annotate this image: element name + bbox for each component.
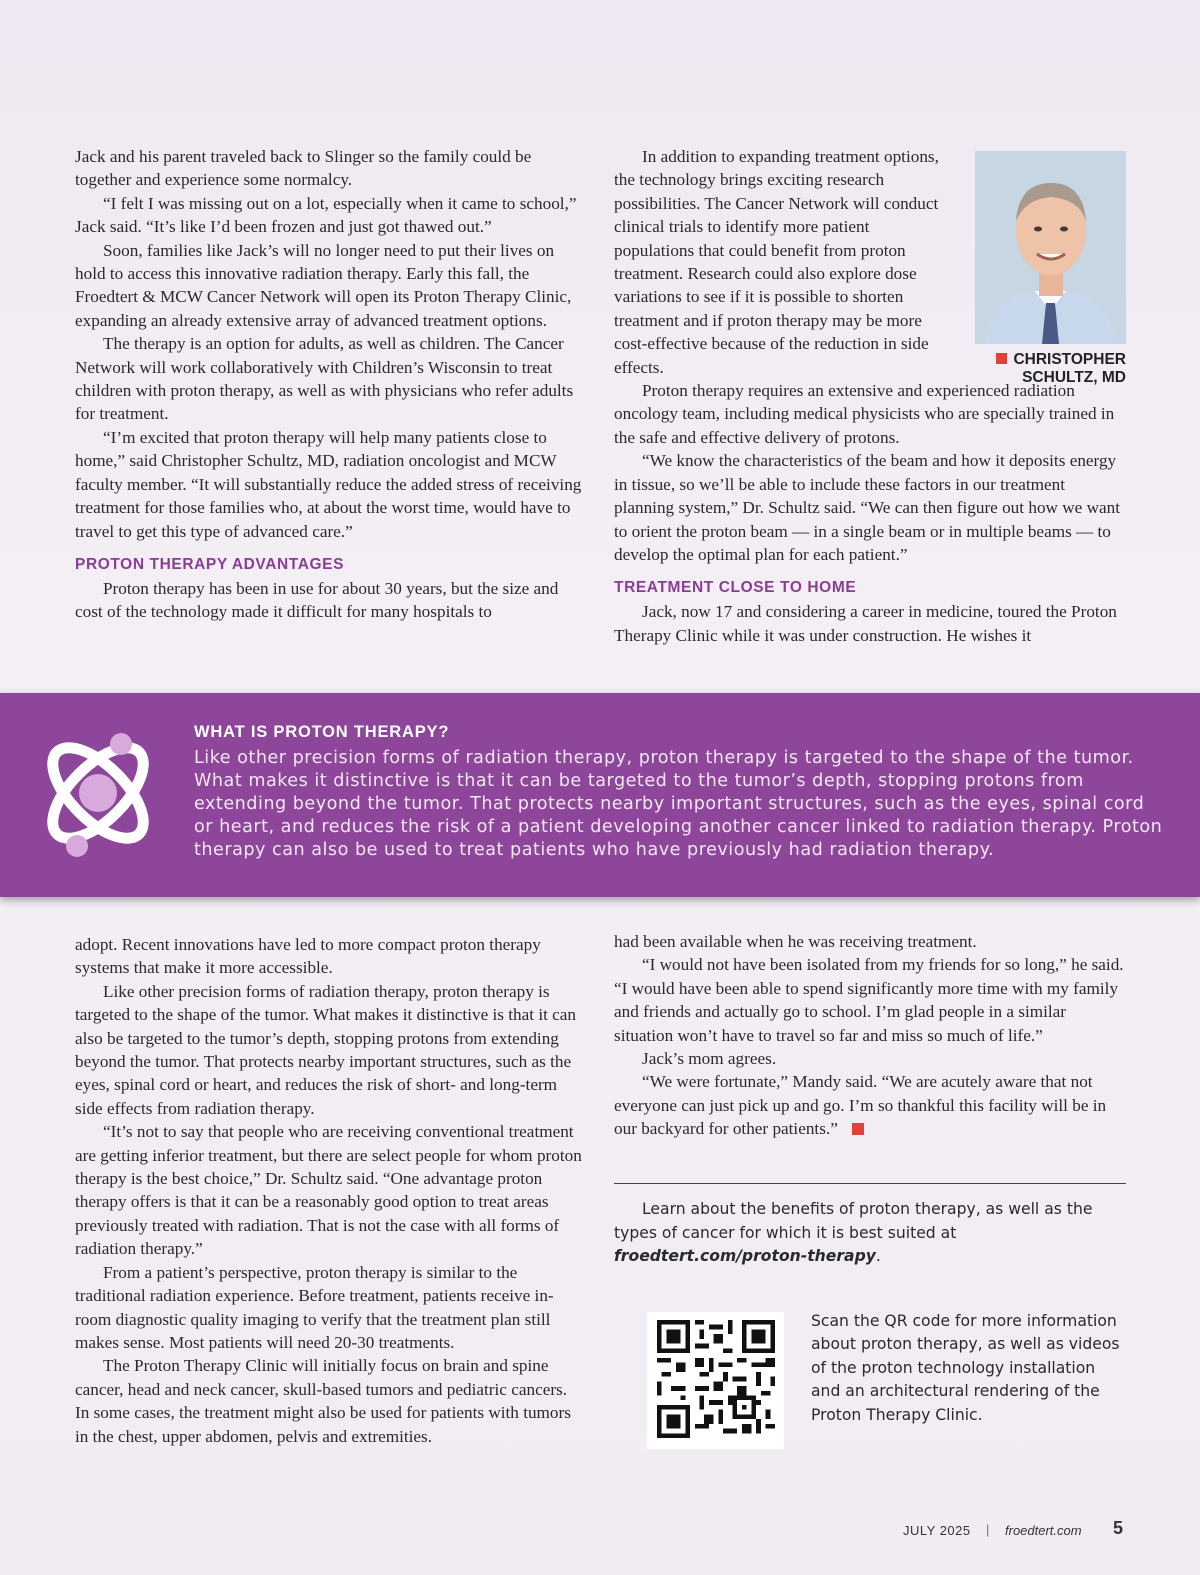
paragraph: Jack and his parent traveled back to Slinger so the family could be together and experience some normalcy. — [75, 147, 532, 190]
portrait-photo — [975, 151, 1126, 344]
learn-more-note — [614, 1198, 1126, 1269]
atom-icon — [30, 728, 166, 858]
portrait-caption — [975, 351, 1126, 387]
callout-body: Like other precision forms of radiation therapy, proton therapy is targeted to the shape of the tumor. What makes it distinctive is that it can be targeted to the tumor’s depth, stopping protons from extending beyond the tumor. That protects nearby important structures, such as the eyes, spinal cord or heart, and reduces the risk of a patient developing another cancer linked to radiation therapy. Proton therapy can also be used to treat patients who have previously had radiation therapy. — [194, 748, 1163, 860]
red-square-bullet — [996, 353, 1007, 364]
paragraph: Proton therapy has been in use for about 30 years, but the size and cost of the technology made it difficult for many hospitals to — [75, 578, 559, 622]
footer-separator: | — [986, 1522, 990, 1537]
qr-description: Scan the QR code for more information about proton therapy, as well as videos of the proton technology installation and an architectural rendering of the Proton Therapy Clinic. — [811, 1312, 1120, 1424]
paragraph: “I’m excited that proton therapy will help many patients close to home,” said Christopher Schultz, MD, radiation oncologist and MCW faculty member. “It will substantially reduce the added stress of receiving treatment for those families who, at about the worst time, would have to travel to get this type of advanced care.” — [75, 427, 582, 541]
paragraph: “We know the characteristics of the beam and how it deposits energy in tissue, so we’ll be able to include these factors in our treatment planning system,” Dr. Schultz said. “We can then figure out how we want to orient the proton beam — in a single beam or in multiple beams — to develop the optimal plan for each patient.” — [614, 451, 1120, 564]
paragraph: Soon, families like Jack’s will no longer need to put their lives on hold to access this innovative radiation therapy. Early this fall, the Froedtert & MCW Cancer Network will open its Proton Therapy Clinic, expanding an already extensive array of advanced treatment options. — [75, 240, 572, 330]
paragraph: Like other precision forms of radiation therapy, proton therapy is targeted to the shape of the tumor. What makes it distinctive is that it can also be targeted to the tumor’s depth, stopping protons from extending beyond the tumor. That protects nearby important structures, such as the eyes, spinal cord or heart, and reduces the risk of short- and long-term side effects from radiation therapy. — [75, 981, 577, 1118]
caption-name-line1: CHRISTOPHER — [1013, 351, 1126, 368]
paragraph: The therapy is an option for adults, as well as children. The Cancer Network will work collaboratively with Children’s Wisconsin to treat children with proton therapy, as well as with physicians who refer adults for treatment. — [75, 334, 574, 424]
qr-code-graphic — [657, 1320, 775, 1438]
paragraph: adopt. Recent innovations have led to more compact proton therapy systems that make it more accessible. — [75, 935, 541, 978]
article-column-bottom-right — [614, 930, 1126, 1141]
learn-more-text: Learn about the benefits of proton therapy, as well as the types of cancer for which it is best suited at — [614, 1200, 1093, 1242]
paragraph: Jack’s mom agrees. — [642, 1049, 777, 1069]
paragraph: In addition to expanding treatment options, the technology brings exciting research possibilities. The Cancer Network will conduct clinical trials to identify more patient populations that could benefit from proton treatment. Research could also explore dose variations to see if it is possible to shorten treatment and if proton therapy may be more cost-effective because of the reduction in side effects. — [614, 147, 939, 377]
section-heading: PROTON THERAPY ADVANTAGES — [75, 555, 345, 573]
article-column-top-left — [75, 145, 583, 624]
paragraph: “I would not have been isolated from my friends for so long,” he said. “I would have been able to spend significantly more time with my family and friends and actually go to school. I’m glad people in a similar situation won’t have to travel so far and miss so much of life.” — [614, 955, 1124, 1045]
learn-more-link[interactable]: froedtert.com/proton-therapy — [614, 1247, 876, 1265]
paragraph: The Proton Therapy Clinic will initially focus on brain and spine cancer, head and neck cancer, skull-based tumors and pediatric cancers. In some cases, the treatment might also be used for patients with tumors in the chest, upper abdomen, pelvis and extremities. — [75, 1356, 571, 1446]
qr-code[interactable] — [647, 1312, 784, 1449]
end-of-story-mark — [852, 1123, 864, 1135]
divider-rule — [614, 1183, 1126, 1184]
callout-banner — [0, 693, 1200, 897]
section-heading: TREATMENT CLOSE TO HOME — [614, 579, 857, 597]
portrait-illustration — [975, 151, 1126, 344]
footer-website[interactable]: froedtert.com — [1005, 1523, 1082, 1538]
paragraph: Proton therapy requires an extensive and experienced radiation oncology team, including medical physicists who are specially trained in the safe and effective delivery of protons. — [614, 381, 1115, 447]
caption-name-line2: SCHULTZ, MD — [1022, 369, 1126, 386]
article-column-bottom-left — [75, 933, 583, 1448]
issue-date: JULY 2025 — [903, 1523, 971, 1538]
paragraph: “I felt I was missing out on a lot, especially when it came to school,” Jack said. “It’s like I’d been frozen and just got thawed out.” — [75, 193, 577, 237]
learn-more-period: . — [875, 1247, 881, 1265]
paragraph-text: “We were fortunate,” Mandy said. “We are acutely aware that not everyone can just pick up and go. I’m so thankful this facility will be in our backyard for other patients.” — [614, 1072, 1107, 1139]
page-footer — [903, 1520, 1125, 1540]
paragraph: From a patient’s perspective, proton therapy is similar to the traditional radiation experience. Before treatment, patients receive in-room diagnostic quality imaging to verify that the treatment plan still makes sense. Most patients will need 20-30 treatments. — [75, 1262, 554, 1352]
paragraph: had been available when he was receiving treatment. — [614, 932, 977, 951]
paragraph: “It’s not to say that people who are receiving conventional treatment are getting inferior treatment, but there are select people for whom proton therapy is the best choice,” Dr. Schultz said. “One advantage proton therapy offers is that it can be a reasonably good option to treat areas previously treated with radiation. That is not the case with all forms of radiation therapy.” — [75, 1122, 582, 1259]
paragraph — [614, 1070, 1126, 1140]
callout-title: WHAT IS PROTON THERAPY? — [194, 723, 450, 741]
page-number: 5 — [1113, 1518, 1124, 1538]
paragraph: Jack, now 17 and considering a career in medicine, toured the Proton Therapy Clinic while it was under construction. He wishes it — [614, 602, 1117, 645]
